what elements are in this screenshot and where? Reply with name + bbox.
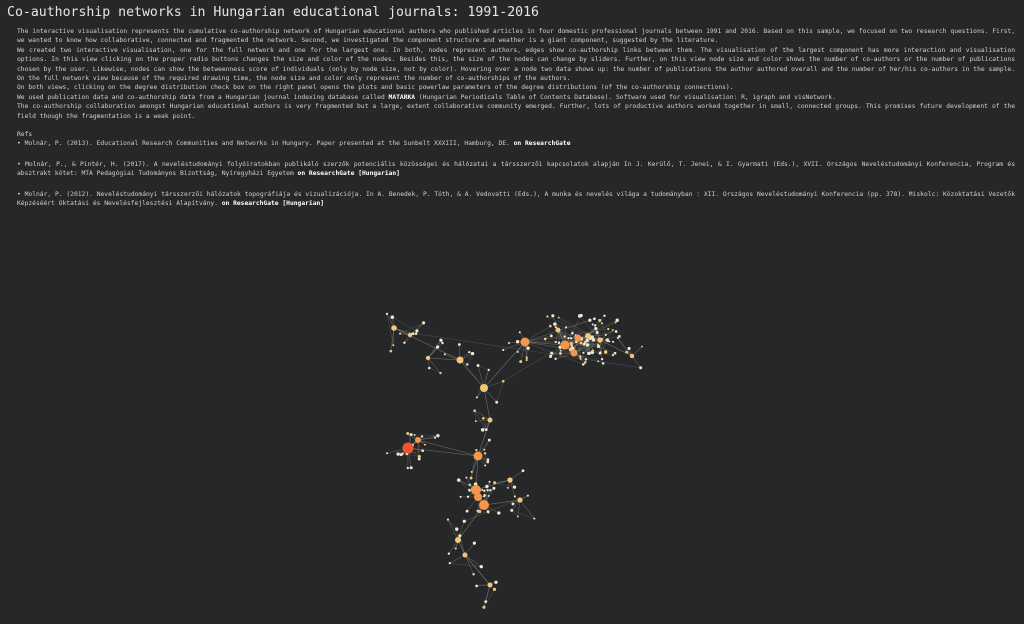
network-node[interactable] <box>513 485 516 488</box>
intro-paragraph-4-text-a: We used publication data and co-authorship data from a Hungarian journal indexing database called <box>17 93 389 101</box>
network-node[interactable] <box>463 520 466 523</box>
network-node[interactable] <box>593 317 596 320</box>
network-node[interactable] <box>457 478 461 482</box>
network-edge <box>497 381 504 402</box>
network-node[interactable] <box>521 338 530 347</box>
network-node[interactable] <box>555 341 557 343</box>
network-node[interactable] <box>567 337 569 339</box>
network-node[interactable] <box>449 562 451 564</box>
network-node[interactable] <box>526 359 528 361</box>
network-node[interactable] <box>596 331 599 334</box>
network-node[interactable] <box>457 357 464 364</box>
network-node[interactable] <box>615 322 617 324</box>
network-node[interactable] <box>484 465 486 467</box>
network-node[interactable] <box>436 434 439 437</box>
network-node[interactable] <box>510 509 513 512</box>
network-node[interactable] <box>597 337 602 342</box>
network-node[interactable] <box>600 351 602 353</box>
network-node[interactable] <box>460 496 462 498</box>
network-node[interactable] <box>519 360 522 363</box>
network-node[interactable] <box>486 461 489 464</box>
network-edge <box>618 338 632 356</box>
network-edge <box>428 340 441 358</box>
network-node[interactable] <box>585 333 591 339</box>
network-node[interactable] <box>508 342 510 344</box>
network-node[interactable] <box>561 341 570 350</box>
network-node[interactable] <box>391 325 397 331</box>
network-node[interactable] <box>580 342 583 345</box>
network-node[interactable] <box>582 352 584 354</box>
network-node[interactable] <box>580 314 583 317</box>
ref-item-3-text: • Molnár, P. (2012). Neveléstudományi társszerzői hálózatok topográfiája és vizualizációja. In A. Benedek, P. Tóth, & A. Vedovatti (Eds.), A munka és nevelés világa a tudományban : XII. Országos Neveléstudományi Konferencia (pp. 378). Miskolc: Közoktatási Vezetők Képzéséért Oktatási és Nevelésfejlesztési Alapítvány. <box>17 190 1015 208</box>
network-node[interactable] <box>475 585 478 588</box>
network-node[interactable] <box>493 588 496 591</box>
network-edge <box>486 585 490 602</box>
network-edges <box>387 314 642 607</box>
network-node[interactable] <box>474 493 482 501</box>
network-node[interactable] <box>488 418 493 423</box>
network-node[interactable] <box>549 325 552 328</box>
network-node[interactable] <box>483 449 485 451</box>
network-node[interactable] <box>468 489 471 492</box>
ref-item-2-link[interactable]: on ResearchGate [Hungarian] <box>297 170 400 178</box>
network-node[interactable] <box>592 350 594 352</box>
network-node[interactable] <box>428 367 431 370</box>
network-node[interactable] <box>482 606 485 609</box>
network-node[interactable] <box>507 487 509 489</box>
network-node[interactable] <box>527 495 529 497</box>
network-node[interactable] <box>580 358 582 360</box>
network-edge <box>418 440 478 456</box>
network-node[interactable] <box>473 542 476 545</box>
network-node[interactable] <box>585 358 588 361</box>
network-node[interactable] <box>507 477 512 482</box>
network-node[interactable] <box>615 330 618 333</box>
network-node[interactable] <box>592 338 595 341</box>
network-node[interactable] <box>526 357 528 359</box>
network-node[interactable] <box>571 332 574 335</box>
network-node[interactable] <box>465 477 467 479</box>
network-node[interactable] <box>598 319 601 322</box>
network-node[interactable] <box>526 346 529 349</box>
network-node[interactable] <box>415 437 421 443</box>
network-node[interactable] <box>480 384 488 392</box>
network-node[interactable] <box>588 352 591 355</box>
ref-item-1-text: • Molnár, P. (2013). Educational Research Communities and Networks in Hungary. Paper presented at the Sunbelt XXXIII, Hamburg, DE. <box>17 140 514 148</box>
network-node[interactable] <box>483 490 485 492</box>
network-node[interactable] <box>386 452 388 454</box>
network-node[interactable] <box>439 372 441 374</box>
network-node[interactable] <box>497 511 500 514</box>
intro-paragraph-4-text-b: (Hungarian Periodicals Table of Contents Database). Software used for visualisation: R, igraph and visNetwork. <box>415 93 836 101</box>
network-node[interactable] <box>588 319 591 322</box>
network-node[interactable] <box>522 469 525 472</box>
network-node[interactable] <box>555 326 557 328</box>
network-node[interactable] <box>458 534 461 537</box>
network-node[interactable] <box>421 435 423 437</box>
network-node[interactable] <box>565 326 567 328</box>
network-node[interactable] <box>468 351 470 353</box>
network-edge <box>478 365 489 369</box>
description-section <box>17 27 1015 220</box>
network-node[interactable] <box>489 489 491 491</box>
network-node[interactable] <box>421 449 424 452</box>
network-node[interactable] <box>614 352 617 355</box>
network-node[interactable] <box>517 497 522 502</box>
network-edge <box>394 328 460 360</box>
network-edge <box>465 555 490 585</box>
network-node[interactable] <box>476 396 478 398</box>
network-node[interactable] <box>480 565 483 568</box>
network-node[interactable] <box>597 343 599 345</box>
network-node[interactable] <box>586 343 590 347</box>
network-node[interactable] <box>605 334 607 336</box>
refs-heading: Refs <box>17 131 33 139</box>
network-node[interactable] <box>485 485 488 488</box>
ref-item-1-link[interactable]: on ResearchGate <box>513 140 571 148</box>
network-node[interactable] <box>495 401 498 404</box>
network-node[interactable] <box>474 452 483 461</box>
network-edge <box>484 388 490 420</box>
network-node[interactable] <box>426 356 430 360</box>
network-node[interactable] <box>455 547 457 549</box>
network-node[interactable] <box>570 342 573 345</box>
network-node[interactable] <box>492 487 495 490</box>
network-node[interactable] <box>403 342 405 344</box>
network-node[interactable] <box>579 356 581 358</box>
ref-item-3-link[interactable]: on ResearchGate [Hungarian] <box>221 200 325 208</box>
network-node[interactable] <box>470 477 473 480</box>
network-node[interactable] <box>583 363 585 365</box>
network-node[interactable] <box>399 333 401 335</box>
network-node[interactable] <box>444 353 446 355</box>
network-node[interactable] <box>441 342 443 344</box>
network-node[interactable] <box>549 355 552 358</box>
network-node[interactable] <box>479 500 489 510</box>
network-node[interactable] <box>570 337 572 339</box>
matarka-label: MATARKA <box>388 93 416 101</box>
network-node[interactable] <box>488 369 490 371</box>
network-node[interactable] <box>391 315 395 319</box>
network-node[interactable] <box>517 351 519 353</box>
network-node[interactable] <box>639 366 642 369</box>
network-edge <box>429 368 440 373</box>
network-node[interactable] <box>612 341 614 343</box>
network-node[interactable] <box>553 322 556 325</box>
network-node[interactable] <box>415 329 418 332</box>
network-node[interactable] <box>455 537 461 543</box>
network-node[interactable] <box>618 335 621 338</box>
network-node[interactable] <box>551 314 554 317</box>
network-node[interactable] <box>402 452 404 454</box>
network-graph-canvas[interactable] <box>360 290 680 620</box>
network-node[interactable] <box>601 322 603 324</box>
network-node[interactable] <box>472 573 474 575</box>
network-node[interactable] <box>475 420 477 422</box>
network-node[interactable] <box>477 511 479 513</box>
network-node[interactable] <box>558 342 560 344</box>
network-node[interactable] <box>386 313 388 315</box>
ref-item-1 <box>17 139 1015 148</box>
network-node[interactable] <box>612 329 614 331</box>
network-node[interactable] <box>406 432 409 435</box>
network-node[interactable] <box>483 495 485 497</box>
network-node[interactable] <box>466 363 468 365</box>
network-node[interactable] <box>550 335 553 338</box>
network-edge <box>448 520 457 529</box>
network-edge <box>428 358 440 373</box>
network-node[interactable] <box>559 352 562 355</box>
network-node[interactable] <box>584 341 587 344</box>
ref-item-2 <box>17 160 1015 179</box>
network-node[interactable] <box>502 380 505 383</box>
network-node[interactable] <box>575 335 582 342</box>
network-node[interactable] <box>487 510 490 513</box>
network-node[interactable] <box>594 327 597 330</box>
network-node[interactable] <box>390 350 393 353</box>
network-node[interactable] <box>615 319 618 322</box>
network-node[interactable] <box>471 352 474 355</box>
network-node[interactable] <box>560 350 562 352</box>
network-node[interactable] <box>481 428 485 432</box>
network-node[interactable] <box>424 444 426 446</box>
network-node[interactable] <box>493 481 496 484</box>
network-node[interactable] <box>625 351 628 354</box>
network-edge <box>400 323 424 334</box>
network-node[interactable] <box>603 315 605 317</box>
network-edge <box>484 589 494 607</box>
network-node[interactable] <box>396 452 399 455</box>
network-node[interactable] <box>410 466 413 469</box>
network-node[interactable] <box>627 347 630 350</box>
network-node[interactable] <box>512 503 515 506</box>
network-node[interactable] <box>475 449 477 451</box>
network-node[interactable] <box>607 328 609 330</box>
network-node[interactable] <box>612 354 615 357</box>
network-node[interactable] <box>516 340 519 343</box>
network-node[interactable] <box>439 339 442 342</box>
network-node[interactable] <box>436 345 439 348</box>
network-node[interactable] <box>469 484 471 486</box>
network-node[interactable] <box>489 481 491 483</box>
network-node[interactable] <box>594 324 596 326</box>
network-node[interactable] <box>471 471 473 473</box>
network-node[interactable] <box>458 343 461 346</box>
network-node[interactable] <box>487 489 489 491</box>
network-node[interactable] <box>473 409 476 412</box>
network-node[interactable] <box>544 338 547 341</box>
network-node[interactable] <box>494 581 497 584</box>
network-node[interactable] <box>392 344 394 346</box>
network-node[interactable] <box>487 458 490 461</box>
network-node[interactable] <box>403 443 414 454</box>
network-node[interactable] <box>519 331 521 333</box>
network-node[interactable] <box>571 350 578 357</box>
network-node[interactable] <box>466 510 469 513</box>
network-node[interactable] <box>550 352 553 355</box>
network-edge <box>484 440 489 450</box>
network-visualisation[interactable] <box>360 290 680 620</box>
network-node[interactable] <box>463 553 468 558</box>
network-node[interactable] <box>410 433 413 436</box>
network-node[interactable] <box>488 439 491 442</box>
page-title: Co-authorship networks in Hungarian educational journals: 1991-2016 <box>7 5 539 20</box>
network-node[interactable] <box>533 518 535 520</box>
network-node[interactable] <box>485 428 488 431</box>
network-node[interactable] <box>414 434 416 436</box>
network-node[interactable] <box>601 358 603 360</box>
network-node[interactable] <box>563 335 565 337</box>
network-node[interactable] <box>514 495 516 497</box>
network-edge <box>518 352 527 358</box>
intro-paragraph-2: We created two interactive visualisation, one for the full network and one for the largest one. In both, nodes represent authors, edges show co-authorship links between them. The visualisation of the largest component has more interaction and visualisation options. In this view clicking on the proper radio buttons changes the size and color of the nodes. Besides this, the size of the nodes can change by sliders. Further, on this view node size and color shows the number of co-authors or the number of publications chosen by the user. Likewise, nodes can show the betweenness score of individuals (only by node size, not by color). Hovering over a node two data shows up: the number of publications the author authored overall and the number of her/his co-authors in the sample. On the full network view because of the required drawing time, the node size and color only represent the number of co-authorships of the authors. <box>17 46 1015 83</box>
intro-paragraph-1: The interactive visualisation represents the cumulative co-authorship network of Hungarian educational authors who published articles in four domestic professional journals between 1991 and 2016. Based on this sample, we focused on two research questions. First, we wanted to know how collaborative, connected and fragmented the network. Second, we investigated the component structure and weather is a giant component, suggested by the literature. <box>17 28 1015 45</box>
network-node[interactable] <box>482 417 485 420</box>
network-node[interactable] <box>602 362 605 365</box>
intro-paragraph-5: The co-authorship collaboration amongst Hungarian educational authors is very fragmented but a large, extent collaborative community emerged. Further, lots of productive authors worked together in small, connected groups. This promises future development of the field though the fragmentation is a weak point. <box>17 103 1015 120</box>
network-node[interactable] <box>517 516 519 518</box>
network-nodes <box>386 313 643 609</box>
network-node[interactable] <box>502 349 504 351</box>
network-node[interactable] <box>608 340 610 342</box>
network-node[interactable] <box>641 346 643 348</box>
network-node[interactable] <box>455 527 458 530</box>
network-node[interactable] <box>488 495 490 497</box>
network-node[interactable] <box>422 321 425 324</box>
network-node[interactable] <box>477 364 480 367</box>
ref-item-3 <box>17 190 1015 209</box>
network-node[interactable] <box>418 457 421 460</box>
network-node[interactable] <box>592 323 594 325</box>
network-node[interactable] <box>448 552 450 554</box>
network-node[interactable] <box>546 315 548 317</box>
ref-item-2-text: • Molnár, P., & Pintér, H. (2017). A neveléstudományi folyóiratokban publikáló szerzők potenciális közösségei és hálózatai a társszerzői kapcsolatok alapján In J. Kerülő, T. Jenei, & I. Gyarmati (Eds.), XVII. Országos Neveléstudományi Konferencia, Program és absztrakt kötet: MTA Pedagógiai Tudományos Bizottság, Nyíregyházi Egyetem <box>17 160 1015 178</box>
network-node[interactable] <box>407 467 409 469</box>
network-node[interactable] <box>467 496 469 498</box>
network-edge <box>450 555 465 563</box>
network-node[interactable] <box>434 437 436 439</box>
network-node[interactable] <box>484 452 486 454</box>
network-node[interactable] <box>488 583 493 588</box>
network-node[interactable] <box>556 328 561 333</box>
network-node[interactable] <box>630 354 634 358</box>
intro-paragraph-3: On both views, clicking on the degree distribution check box on the right panel opens the plots and basic powerlaw parameters of the degree distributions (of the co-authorship connections). <box>17 84 734 92</box>
intro-paragraph-4 <box>17 93 1015 102</box>
network-node[interactable] <box>481 489 483 491</box>
network-node[interactable] <box>415 332 418 335</box>
network-node[interactable] <box>484 600 487 603</box>
network-node[interactable] <box>408 333 412 337</box>
network-node[interactable] <box>604 350 608 354</box>
network-node[interactable] <box>447 519 449 521</box>
network-node[interactable] <box>597 360 599 362</box>
network-edge <box>618 338 627 352</box>
network-node[interactable] <box>554 358 556 360</box>
network-node[interactable] <box>558 317 560 319</box>
